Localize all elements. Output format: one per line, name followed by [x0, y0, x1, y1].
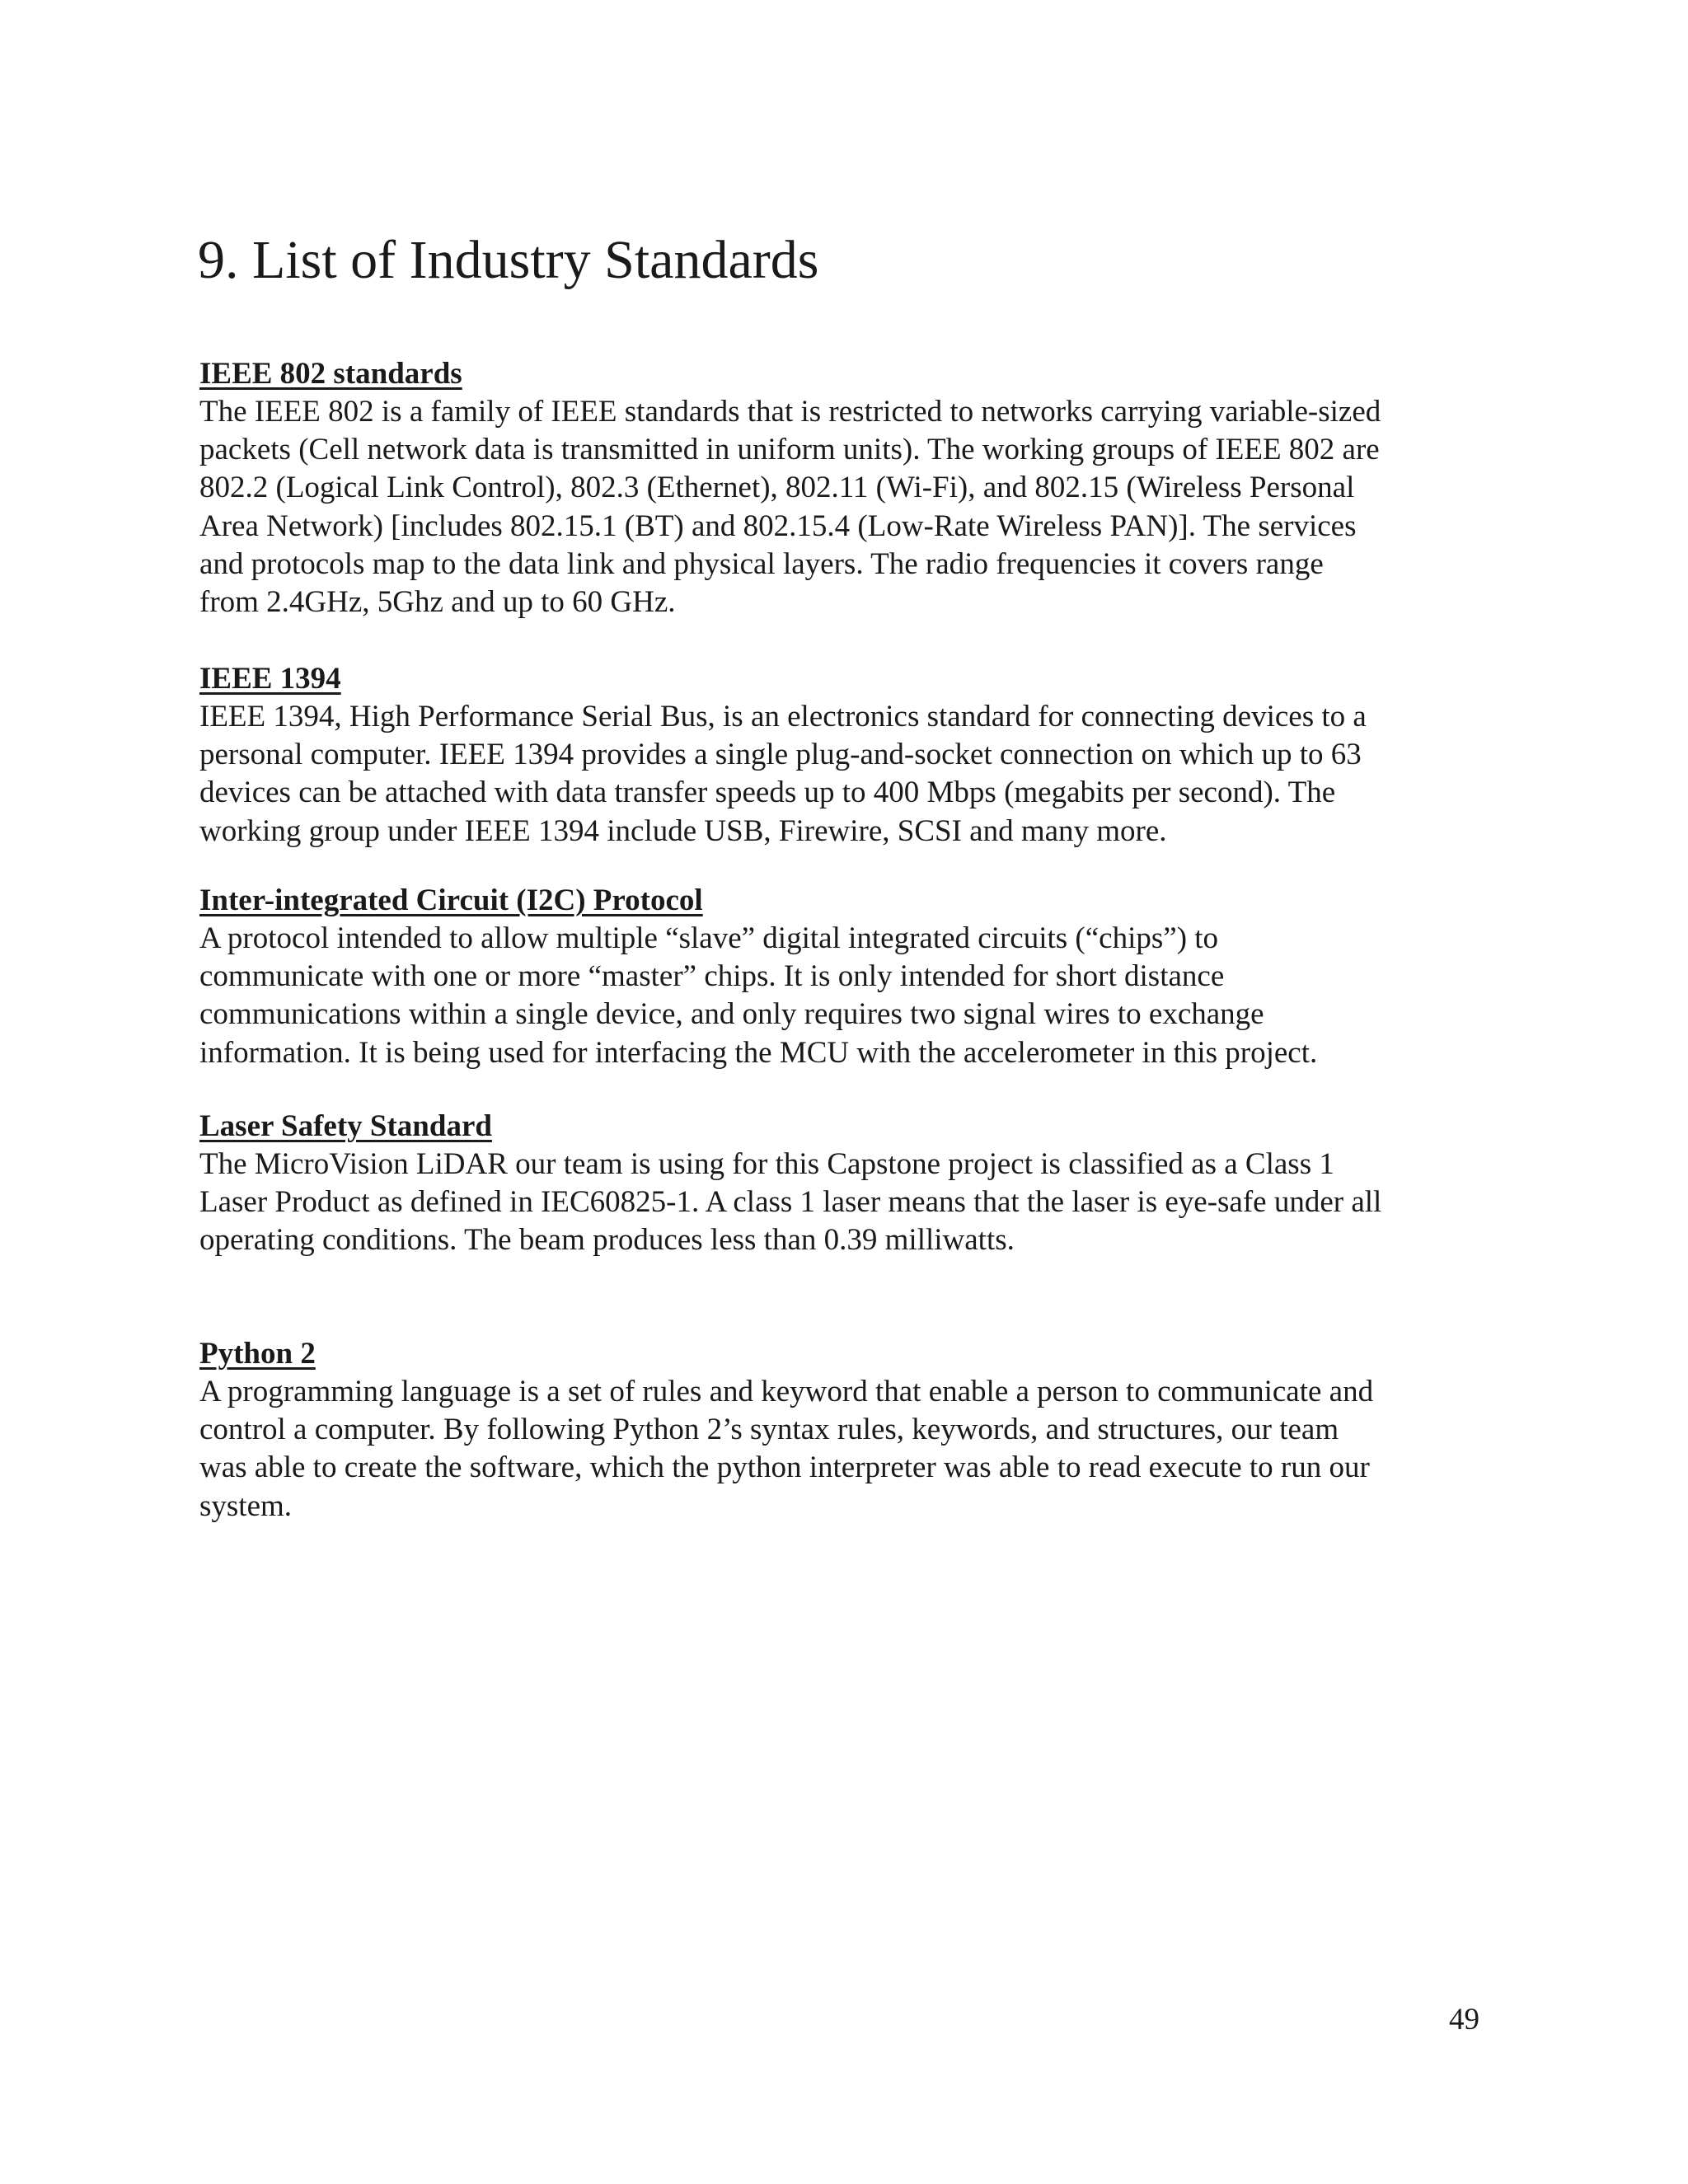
- body-line: The MicroVision LiDAR our team is using for this Capstone project is classified as a Class 1: [199, 1147, 1334, 1181]
- page-number: 49: [1449, 2003, 1479, 2036]
- body-line: A protocol intended to allow multiple “slave” digital integrated circuits (“chips”) to: [199, 921, 1219, 955]
- body-line: was able to create the software, which the python interpreter was able to read execute to run our: [199, 1451, 1370, 1485]
- section-ieee-1394: [199, 660, 1502, 851]
- body-line: control a computer. By following Python 2’s syntax rules, keywords, and structures, our team: [199, 1413, 1339, 1447]
- body-line: operating conditions. The beam produces less than 0.39 milliwatts.: [199, 1223, 1015, 1258]
- body-line: The IEEE 802 is a family of IEEE standards that is restricted to networks carrying variable-sized: [199, 395, 1381, 429]
- section-ieee-802: [199, 355, 1502, 621]
- page-title: 9. List of Industry Standards: [198, 230, 819, 290]
- body-line: Laser Product as defined in IEC60825-1. A class 1 laser means that the laser is eye-safe under all: [199, 1185, 1382, 1220]
- body-line: working group under IEEE 1394 include USB, Firewire, SCSI and many more.: [199, 813, 1167, 848]
- body-line: 802.2 (Logical Link Control), 802.3 (Ethernet), 802.11 (Wi-Fi), and 802.15 (Wireless Personal: [199, 471, 1355, 505]
- section-heading-ieee-802: IEEE 802 standards: [199, 357, 462, 391]
- body-line: IEEE 1394, High Performance Serial Bus, is an electronics standard for connecting devices to a: [199, 700, 1367, 733]
- section-heading-i2c-protocol: Inter-integrated Circuit (I2C) Protocol: [199, 883, 703, 917]
- section-laser-safety: [199, 1108, 1502, 1260]
- body-line: from 2.4GHz, 5Ghz and up to 60 GHz.: [199, 585, 676, 620]
- section-heading-python-2: Python 2: [199, 1337, 316, 1371]
- section-python-2: [199, 1335, 1502, 1526]
- body-line: personal computer. IEEE 1394 provides a single plug-and-socket connection on which up to 63: [199, 738, 1362, 772]
- body-line: communications within a single device, and only requires two signal wires to exchange: [199, 997, 1264, 1032]
- body-line: and protocols map to the data link and physical layers. The radio frequencies it covers range: [199, 546, 1324, 581]
- body-line: Area Network) [includes 802.15.1 (BT) and 802.15.4 (Low-Rate Wireless PAN)]. The services: [199, 509, 1357, 543]
- body-line: information. It is being used for interfacing the MCU with the accelerometer in this project.: [199, 1035, 1318, 1070]
- section-heading-laser-safety: Laser Safety Standard: [199, 1109, 492, 1143]
- body-line: system.: [199, 1488, 293, 1523]
- section-i2c-protocol: [199, 882, 1502, 1072]
- body-line: devices can be attached with data transfer speeds up to 400 Mbps (megabits per second). The: [199, 776, 1336, 810]
- body-line: communicate with one or more “master” chips. It is only intended for short distance: [199, 959, 1225, 994]
- body-line: packets (Cell network data is transmitted in uniform units). The working groups of IEEE 802 are: [199, 433, 1380, 467]
- body-line: A programming language is a set of rules and keyword that enable a person to communicate and: [199, 1375, 1374, 1408]
- section-heading-ieee-1394: IEEE 1394: [199, 662, 341, 696]
